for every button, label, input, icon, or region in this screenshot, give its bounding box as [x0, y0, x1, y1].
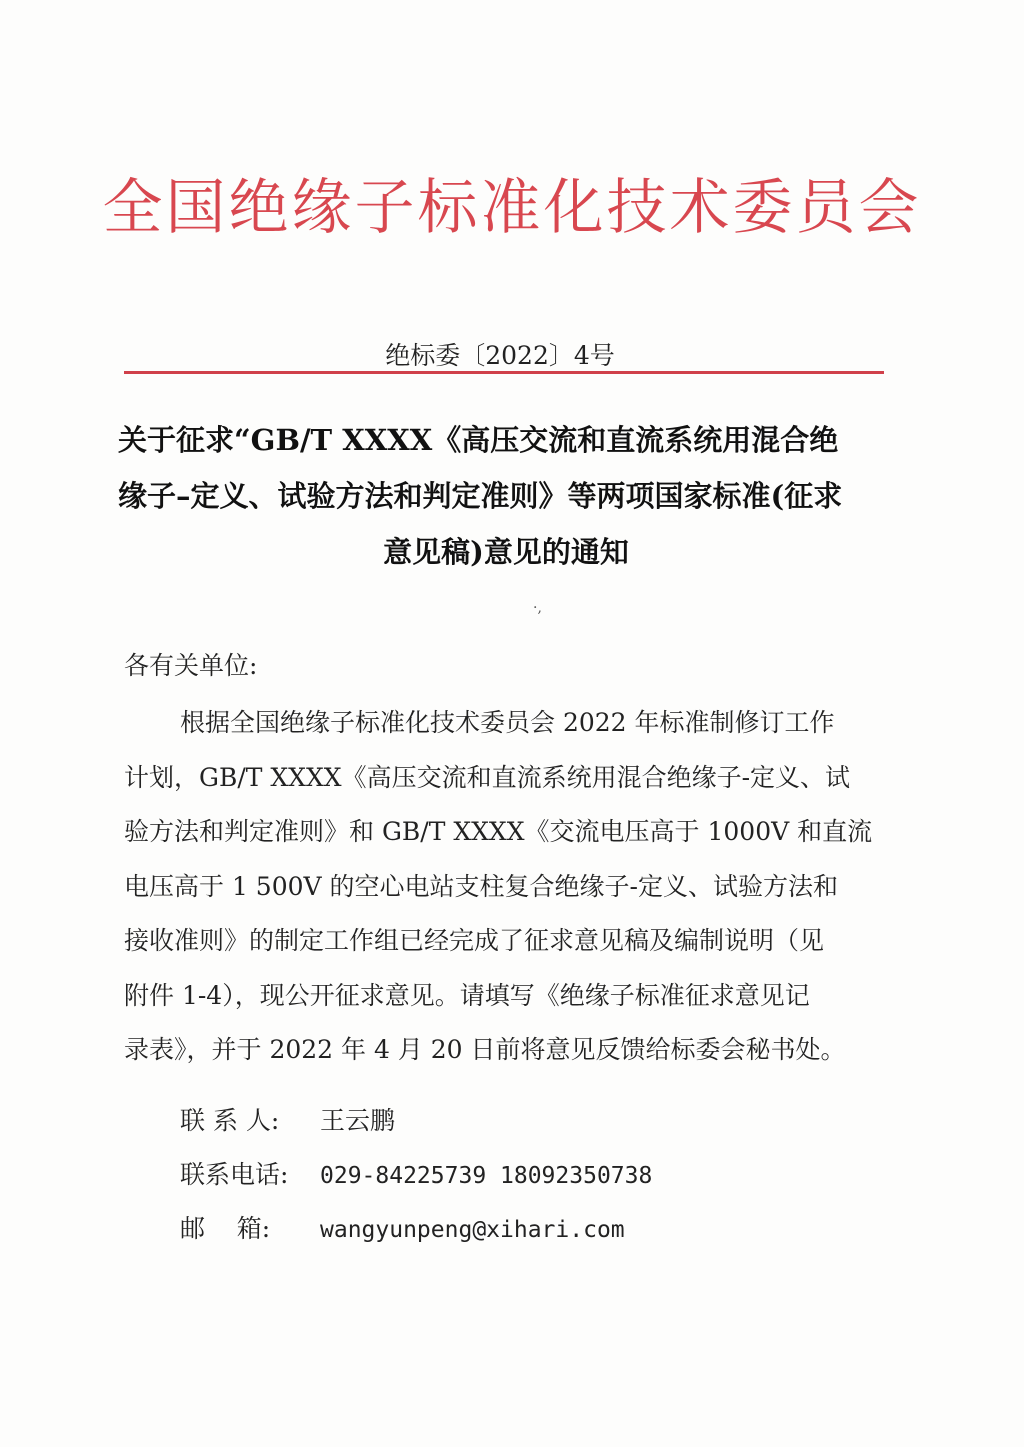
phone-row	[180, 1156, 652, 1210]
email-address: wangyunpeng@xihari.com	[320, 1217, 625, 1243]
salutation: 各有关单位:	[124, 651, 258, 680]
body-line: 根据全国绝缘子标准化技术委员会 2022 年标准制修订工作	[180, 708, 835, 737]
body-line: 计划，GB/T XXXX《高压交流和直流系统用混合绝缘子-定义、试	[124, 762, 851, 792]
email-row	[180, 1210, 652, 1264]
contact-person-name: 王云鹏	[320, 1106, 396, 1135]
phone-label: 联系电话:	[180, 1160, 289, 1189]
notice-title-line: 关于征求“GB/T XXXX《高压交流和直流系统用混合绝	[118, 423, 839, 457]
body-paragraph	[124, 696, 886, 1078]
stray-mark: ·,	[533, 600, 542, 616]
contact-person-label: 联 系 人:	[180, 1106, 280, 1135]
body-line: 电压高于 1 500V 的空心电站支柱复合绝缘子-定义、试验方法和	[124, 871, 838, 901]
document-number: 绝标委〔2022〕4号	[385, 341, 615, 370]
body-line: 附件 1-4），现公开征求意见。请填写《绝缘子标准征求意见记	[124, 980, 810, 1010]
contact-person-row	[180, 1102, 652, 1156]
phone-number: 029-84225739 18092350738	[320, 1163, 653, 1189]
body-line: 录表》，并于 2022 年 4 月 20 日前将意见反馈给标委会秘书处。	[124, 1035, 846, 1064]
contact-block	[180, 1102, 652, 1264]
body-line: 验方法和判定准则》和 GB/T XXXX《交流电压高于 1000V 和直流	[124, 817, 873, 846]
notice-title-line: 意见稿)意见的通知	[383, 535, 629, 569]
letterhead-divider	[124, 371, 884, 374]
notice-title	[118, 412, 894, 580]
email-label: 邮 箱:	[180, 1214, 271, 1243]
organization-letterhead: 全国绝缘子标准化技术委员会	[102, 173, 922, 243]
notice-title-line: 缘子–定义、试验方法和判定准则》等两项国家标准(征求	[118, 479, 843, 513]
body-line: 接收准则》的制定工作组已经完成了征求意见稿及编制说明（见	[124, 926, 825, 955]
